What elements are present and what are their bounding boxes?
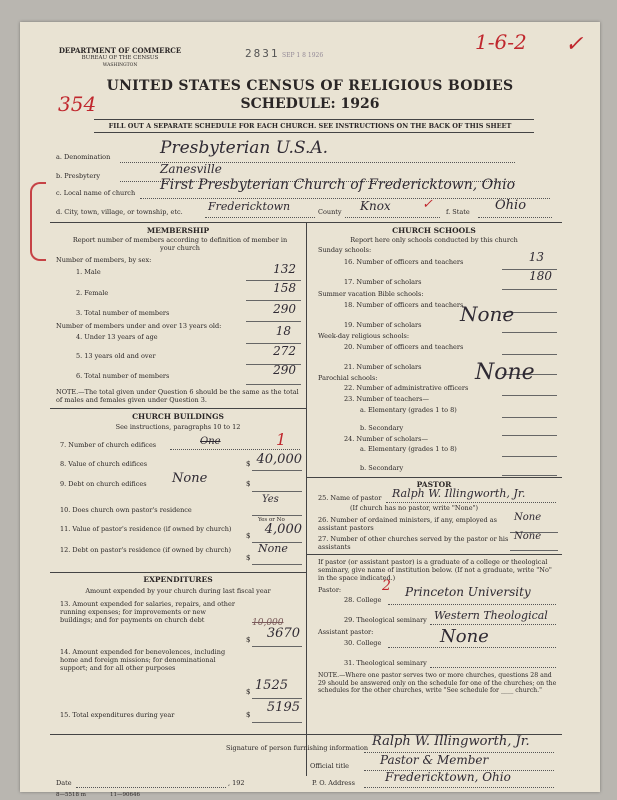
q28-value: Princeton University: [405, 585, 531, 599]
graduate-note: If pastor (or assistant pastor) is a graduate of a college or theological seminary, give name of institution below. (If not a graduate, write "No" in the space indicated.): [318, 558, 552, 582]
q5-label: 5. 13 years old and over: [76, 352, 156, 360]
pastor-subhead: Pastor:: [318, 586, 342, 594]
q24a-label: a. Elementary (grades 1 to 8): [360, 445, 457, 453]
membership-note: NOTE.—The total given under Question 6 should be the same as the total of males and females given under Question 3.: [56, 388, 299, 404]
q19-label: 19. Number of scholars: [344, 321, 422, 329]
denomination-label: a. Denomination: [56, 153, 111, 161]
expenditures-intro: Amount expended by your church during last fiscal year: [85, 587, 271, 595]
form-title: UNITED STATES CENSUS OF RELIGIOUS BODIES: [106, 78, 514, 94]
q7-struck-value: One: [200, 436, 221, 447]
state-label: f. State: [446, 208, 470, 216]
q11-value: 4,000: [264, 522, 302, 537]
q26-label: 26. Number of ordained ministers, if any, employed as assistant pastors: [318, 516, 497, 532]
q8-label: 8. Value of church edifices: [60, 460, 148, 468]
q30-label: 30. College: [344, 639, 382, 647]
q12-value: None: [258, 542, 288, 555]
schools-title: CHURCH SCHOOLS: [392, 226, 476, 235]
membership-title: MEMBERSHIP: [146, 226, 210, 235]
q22-label: 22. Number of administrative officers: [344, 384, 469, 392]
q13-struck-value: 10,000: [252, 618, 284, 628]
q25-hint: (If church has no pastor, write "None"): [350, 504, 479, 512]
q10-hint: Yes or No: [258, 517, 285, 523]
weekday-schools-label: Week-day religious schools:: [318, 332, 410, 340]
q9-value: None: [172, 471, 208, 486]
q6-label: 6. Total number of members: [76, 372, 170, 380]
denomination-value: Presbyterian U.S.A.: [160, 138, 329, 158]
vacation-none-value: None: [460, 302, 515, 326]
bureau-label: BUREAU OF THE CENSUS: [81, 55, 159, 61]
q15-value: 5195: [266, 700, 300, 715]
red-number: 354: [58, 92, 97, 116]
q24b-label: b. Secondary: [360, 464, 404, 472]
presbytery-value: Zanesville: [160, 162, 222, 176]
q26-value: None: [514, 512, 542, 523]
q13-label: 13. Amount expended for salaries, repairs, and other running expenses; for improvements or new buildings; and for payments on church debt: [60, 600, 235, 624]
state-value: Ohio: [495, 198, 527, 213]
received-stamp: SEP 1 8 1926: [282, 52, 324, 59]
form-number: 8—5518 m: [56, 792, 86, 798]
q29-value: Western Theological: [434, 609, 548, 622]
membership-intro: Report number of members according to definition of member in your church: [72, 236, 288, 252]
print-number: 11—90646: [110, 792, 140, 798]
official-title-label: Official title: [310, 762, 349, 770]
q4-value: 18: [275, 324, 291, 338]
q1-label: 1. Male: [76, 268, 101, 276]
census-schedule-sheet: DEPARTMENT OF COMMERCE BUREAU OF THE CENSUS WASHINGTON 2831 SEP 1 8 1926 1-6-2 ✓ UNITED STATES CENSUS OF RELIGIOUS BODIES SCHEDULE: 1926 354 FILL OUT A SEPARATE SCHEDULE FOR EACH CHURCH. SEE INSTRUCTIONS ON THE BACK OF THIS SHEET a. Denomination Presbyterian U.S.A. b. Presbytery Zanesville c. Local name of church First Presbyterian Church of Fredericktown, Ohio d. City, town, village, or township, etc. Fredericktown County Knox ✓ f. State Ohio MEMBERSHIP Report number of members according to definition of member in your church Number of members, by sex: 1. Male 132 2. Female 158 3. Total number of members 290 Number of members under and over 13 years old: 4. Under 13 years of age 18 5. 13 years old and over 272 6. Total number of members 290 NOTE.—The total given under Question 6 should be the same as the total of males and females given under Question 3. CHURCH BUILDINGS See instructions, paragraphs 10 to 12 7. Number of church edifices One 1 8. Value of church edifices $ 40,000 9. Debt on church edifices $ None 10. Does church own pastor's residence Yes Yes or No 11. Value of pastor's residence (if owned by church) $ 4,000 12. Debt on pastor's residence (if owned by church) $ None EXPENDITURES Amount expended by your church during last fiscal year 13. Amount expended for salaries, repairs, and other running expenses; for improvements or new buildings; and for payments on church debt 10,000 $ 3670 14. Amount expended for benevolences, including home and foreign missions; for denominational support; and for all other purposes $ 1525 15. Total expenditures during year $ 5195 CHURCH SCHOOLS Report here only schools conducted by this church Sunday schools: 16. Number of officers and teachers 13 17. Number of scholars 180 Summer vacation Bible schools: 18. Number of officers and teachers 19. Number of scholars None Week-day religious schools: 20. Number of officers and teachers 21. Number of scholars None Parochial schools: 22. Number of administrative officers 23. Number of teachers— a. Elementary (grades 1 to 8) b. Secondary 24. Number of scholars— a. Elementary (grades 1 to 8) b. Secondary PASTOR 25. Name of pastor Ralph W. Illingworth, Jr. (If church has no pastor, write "None") 26. Number of ordained ministers, if any, employed as assistant pastors None 27. Number of other churches served by the pastor or his assistants None If pastor (or assistant pastor) is a graduate of a college or theological seminary, give name of institution below. (If not a graduate, write "No" in the space indicated.) Pastor: 2 28. College Princeton University 29. Theological seminary Western Theological Assistant pastor: 30. College None 31. Theological seminary NOTE.—Where one pastor serves two or more churches, questions 28 and 29 should be answered only on the schedule for one of the churches; on the schedules for the other churches, write "See schedule for ____ church." Signature of person furnishing information Ralph W. Illingworth, Jr. Official title Pastor & Member Date , 192 P. O. Address Fredericktown, Ohio 8—5518 m 11—90646: [20, 22, 600, 792]
q9-label: 9. Debt on church edifices: [60, 480, 147, 488]
q13-value: 3670: [266, 626, 300, 641]
q16-value: 13: [528, 250, 544, 264]
q7-value: 1: [276, 430, 287, 449]
q27-label: 27. Number of other churches served by the pastor or his assistants: [318, 535, 509, 551]
q12-label: 12. Debt on pastor's residence (if owned by church): [60, 546, 231, 554]
q3-value: 290: [273, 302, 296, 316]
vacation-schools-label: Summer vacation Bible schools:: [318, 290, 424, 298]
q24-label: 24. Number of scholars—: [344, 435, 428, 443]
q23-label: 23. Number of teachers—: [344, 395, 429, 403]
q8-value: 40,000: [256, 452, 302, 467]
red-mark-two: 2: [382, 578, 391, 594]
signature-label: Signature of person furnishing information: [226, 744, 369, 752]
buildings-title: CHURCH BUILDINGS: [132, 412, 224, 421]
members-by-age-label: Number of members under and over 13 years old:: [56, 322, 222, 330]
red-check-county: ✓: [422, 197, 433, 212]
q27-value: None: [514, 531, 542, 542]
official-title-value: Pastor & Member: [380, 753, 489, 767]
red-bracket-mark: [30, 182, 46, 261]
signature-value: Ralph W. Illingworth, Jr.: [372, 734, 530, 749]
buildings-intro: See instructions, paragraphs 10 to 12: [115, 423, 241, 431]
department-label: DEPARTMENT OF COMMERCE: [58, 46, 182, 55]
q23b-label: b. Secondary: [360, 424, 404, 432]
red-check-mark: ✓: [565, 32, 584, 57]
schedule-title: SCHEDULE: 1926: [240, 96, 380, 112]
date-label: Date: [56, 779, 72, 787]
q29-label: 29. Theological seminary: [344, 616, 427, 624]
q16-label: 16. Number of officers and teachers: [344, 258, 464, 266]
expenditures-title: EXPENDITURES: [143, 575, 213, 584]
q10-value: Yes: [262, 494, 279, 505]
q25-label: 25. Name of pastor: [318, 494, 382, 502]
q6-value: 290: [273, 363, 296, 377]
q17-value: 180: [529, 269, 552, 283]
city-label: d. City, town, village, or township, etc.: [56, 208, 183, 216]
sunday-schools-label: Sunday schools:: [318, 246, 372, 254]
q14-value: 1525: [254, 678, 288, 693]
q10-label: 10. Does church own pastor's residence: [60, 506, 192, 514]
q14-label: 14. Amount expended for benevolences, including home and foreign missions; for denominational support; and for all other purposes: [60, 648, 226, 672]
pastor-title: PASTOR: [416, 480, 452, 489]
local-name-value: First Presbyterian Church of Fredericktown, Ohio: [160, 177, 516, 193]
q1-value: 132: [273, 262, 296, 276]
q20-label: 20. Number of officers and teachers: [344, 343, 464, 351]
county-value: Knox: [360, 199, 391, 213]
q11-label: 11. Value of pastor's residence (if owned by church): [60, 525, 232, 533]
q7-label: 7. Number of church edifices: [60, 441, 157, 449]
po-address-label: P. O. Address: [312, 779, 355, 787]
date-year: , 192: [228, 779, 245, 787]
weekday-none-value: None: [475, 360, 535, 385]
q18-label: 18. Number of officers and teachers: [344, 301, 464, 309]
q30-value: None: [440, 626, 489, 647]
schools-intro: Report here only schools conducted by this church: [350, 236, 518, 244]
q17-label: 17. Number of scholars: [344, 278, 422, 286]
city-value: Fredericktown: [208, 200, 291, 213]
q25-value: Ralph W. Illingworth, Jr.: [392, 487, 526, 500]
po-address-value: Fredericktown, Ohio: [385, 770, 511, 784]
q23a-label: a. Elementary (grades 1 to 8): [360, 406, 457, 414]
assistant-pastor-subhead: Assistant pastor:: [318, 628, 374, 636]
q3-label: 3. Total number of members: [76, 309, 170, 317]
presbytery-label: b. Presbytery: [56, 172, 101, 180]
q28-label: 28. College: [344, 596, 382, 604]
city-label: WASHINGTON: [102, 63, 138, 68]
county-label: County: [318, 208, 342, 216]
q15-label: 15. Total expenditures during year: [60, 711, 175, 719]
local-name-label: c. Local name of church: [56, 189, 136, 197]
q2-label: 2. Female: [76, 289, 109, 297]
q21-label: 21. Number of scholars: [344, 363, 422, 371]
instruction-line: FILL OUT A SEPARATE SCHEDULE FOR EACH CHURCH. SEE INSTRUCTIONS ON THE BACK OF THIS SHEET: [108, 122, 512, 130]
red-code: 1-6-2: [475, 30, 527, 54]
q2-value: 158: [273, 281, 296, 295]
pastor-note: NOTE.—Where one pastor serves two or more churches, questions 28 and 29 should be answered only on the schedule for one of the churches; on the schedules for the other churches, write "See schedule for ____ church.": [318, 672, 557, 695]
members-by-sex-label: Number of members, by sex:: [56, 256, 152, 264]
stamp-number: 2831: [245, 47, 280, 60]
q31-label: 31. Theological seminary: [344, 659, 427, 667]
q5-value: 272: [273, 344, 296, 358]
parochial-schools-label: Parochial schools:: [318, 374, 378, 382]
q4-label: 4. Under 13 years of age: [76, 333, 158, 341]
